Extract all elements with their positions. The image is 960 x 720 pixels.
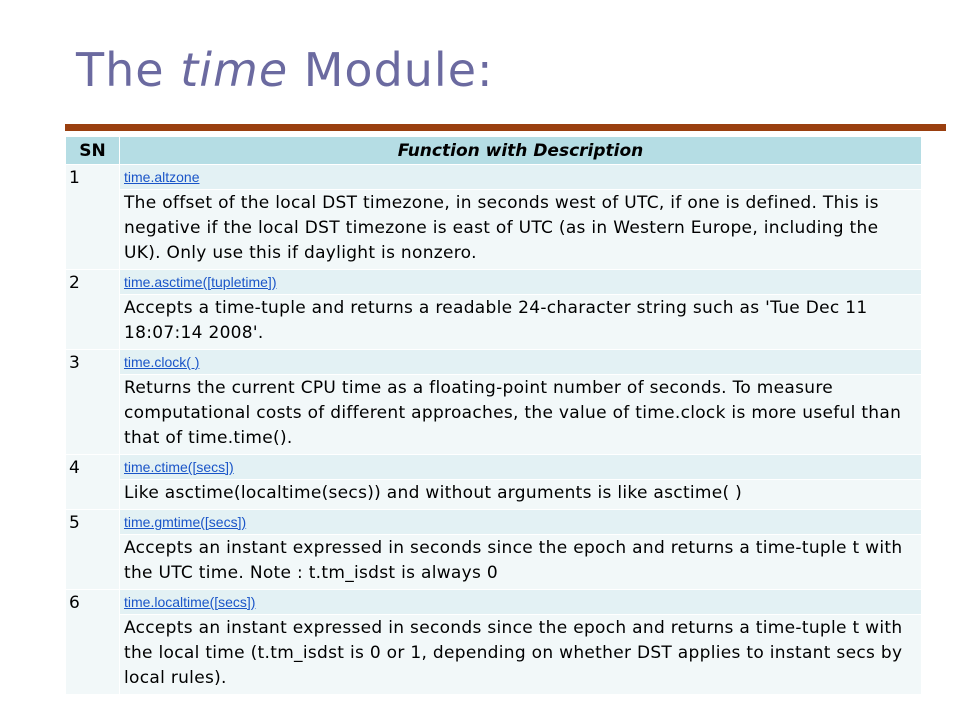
row-number: 4	[66, 455, 120, 510]
function-name	[120, 165, 922, 190]
table-row	[66, 270, 922, 295]
table-row	[66, 350, 922, 375]
table-row	[66, 615, 922, 695]
table-row	[66, 510, 922, 535]
function-name	[120, 455, 922, 480]
function-description: Accepts a time-tuple and returns a readable 24-character string such as 'Tue Dec 11 18:07:14 2008'.	[120, 295, 922, 350]
table-row	[66, 295, 922, 350]
title-italic: time	[180, 43, 289, 97]
function-link-ctime[interactable]: time.ctime([secs])	[124, 459, 234, 475]
function-name	[120, 590, 922, 615]
function-name	[120, 350, 922, 375]
title-prefix: The	[76, 43, 181, 97]
functions-table	[65, 136, 922, 695]
table-row	[66, 190, 922, 270]
function-link-clock[interactable]: time.clock( )	[124, 354, 200, 370]
function-link-localtime[interactable]: time.localtime([secs])	[124, 594, 256, 610]
function-description: The offset of the local DST timezone, in seconds west of UTC, if one is defined. This is negative if the local DST timezone is east of UTC (as in Western Europe, including the UK). Only use this if daylight is nonzero.	[120, 190, 922, 270]
table-row	[66, 590, 922, 615]
function-link-asctime[interactable]: time.asctime([tupletime])	[124, 274, 277, 290]
page-title	[76, 40, 494, 100]
function-description: Returns the current CPU time as a floating-point number of seconds. To measure computational costs of different approaches, the value of time.clock is more useful than that of time.time().	[120, 375, 922, 455]
table-row	[66, 535, 922, 590]
row-number: 6	[66, 590, 120, 695]
function-link-altzone[interactable]: time.altzone	[124, 169, 200, 185]
row-number: 5	[66, 510, 120, 590]
table-row	[66, 480, 922, 510]
title-suffix: Module:	[288, 43, 494, 97]
header-sn: SN	[66, 137, 120, 165]
table-row	[66, 165, 922, 190]
function-description: Accepts an instant expressed in seconds since the epoch and returns a time-tuple t with the UTC time. Note : t.tm_isdst is always 0	[120, 535, 922, 590]
function-link-gmtime[interactable]: time.gmtime([secs])	[124, 514, 247, 530]
table-row	[66, 375, 922, 455]
table-header-row	[66, 137, 922, 165]
function-description: Like asctime(localtime(secs)) and without arguments is like asctime( )	[120, 480, 922, 510]
row-number: 3	[66, 350, 120, 455]
row-number: 2	[66, 270, 120, 350]
title-divider	[65, 124, 946, 131]
header-function: Function with Description	[120, 137, 922, 165]
function-name	[120, 270, 922, 295]
table-row	[66, 455, 922, 480]
function-description: Accepts an instant expressed in seconds since the epoch and returns a time-tuple t with the local time (t.tm_isdst is 0 or 1, depending on whether DST applies to instant secs by local rules).	[120, 615, 922, 695]
row-number: 1	[66, 165, 120, 270]
function-name	[120, 510, 922, 535]
